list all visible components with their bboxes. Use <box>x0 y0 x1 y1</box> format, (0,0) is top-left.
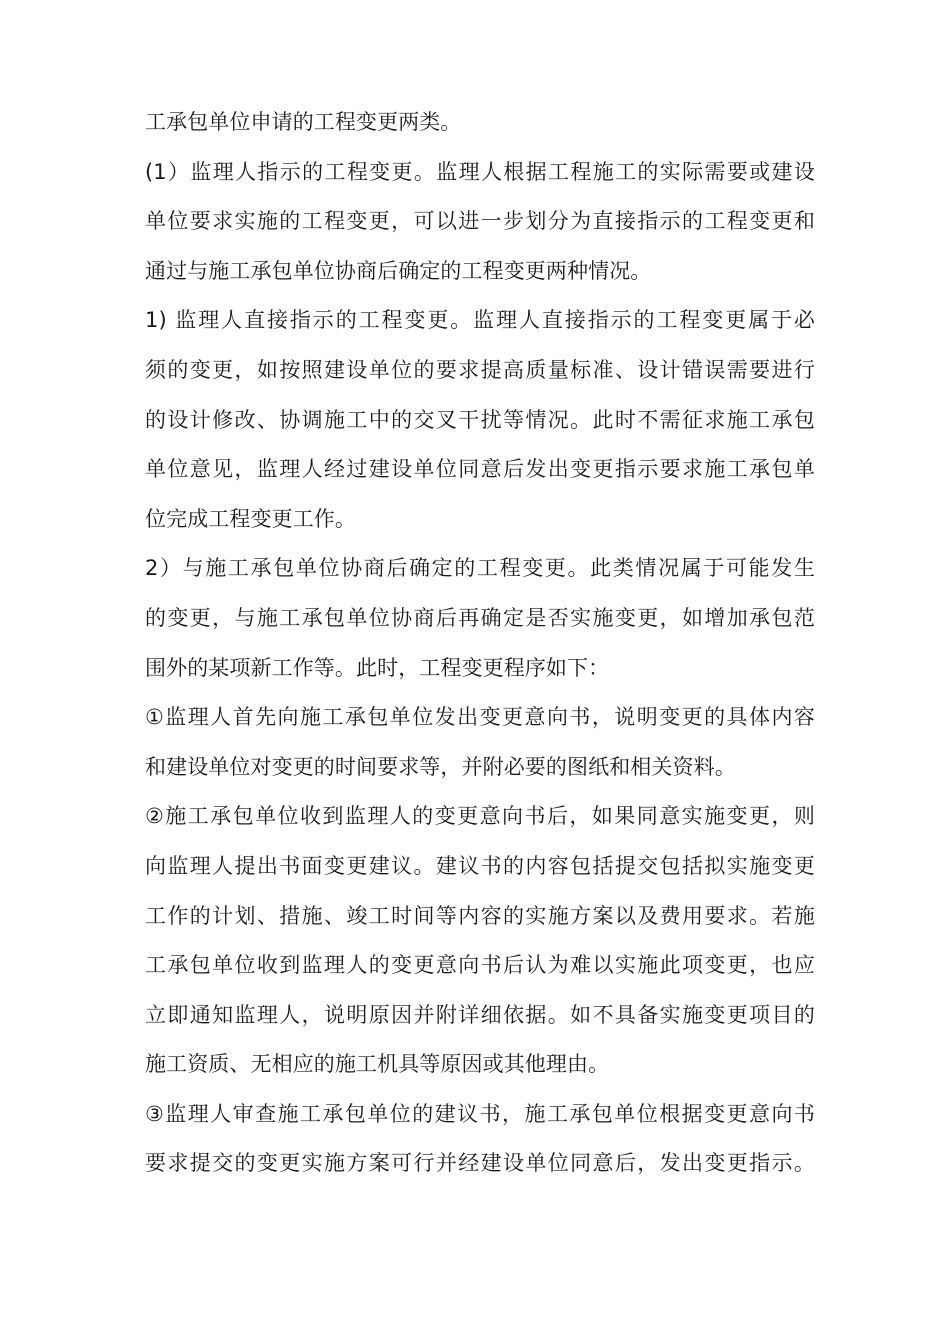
text-line: ①监理人首先向施工承包单位发出变更意向书，说明变更的具体内容 <box>145 705 815 730</box>
text-line: 1) 监理人直接指示的工程变更。监理人直接指示的工程变更属于必 <box>145 308 815 333</box>
text-line: 向监理人提出书面变更建议。建议书的内容包括提交包括拟实施变更 <box>145 853 815 878</box>
text-line: 工承包单位申请的工程变更两类。 <box>145 110 462 134</box>
text-line: 要求提交的变更实施方案可行并经建设单位同意后，发出变更指示。 <box>145 1151 815 1176</box>
text-line: 工作的计划、措施、竣工时间等内容的实施方案以及费用要求。若施 <box>145 903 815 928</box>
text-line: 和建设单位对变更的时间要求等，并附必要的图纸和相关资料。 <box>145 754 736 779</box>
text-line: 的设计修改、协调施工中的交叉干扰等情况。此时不需征求施工承包 <box>145 407 815 432</box>
text-line: 单位要求实施的工程变更，可以进一步划分为直接指示的工程变更和 <box>145 209 815 234</box>
text-line: 通过与施工承包单位协商后确定的工程变更两种情况。 <box>145 258 652 283</box>
text-line: 单位意见，监理人经过建设单位同意后发出变更指示要求施工承包单 <box>145 457 815 482</box>
text-line: 围外的某项新工作等。此时，工程变更程序如下： <box>145 655 610 680</box>
document-body <box>145 98 815 1189</box>
text-line: 立即通知监理人，说明原因并附详细依据。如不具备实施变更项目的 <box>145 1002 815 1027</box>
text-line: 施工资质、无相应的施工机具等原因或其他理由。 <box>145 1052 610 1077</box>
text-line: 工承包单位收到监理人的变更意向书后认为难以实施此项变更，也应 <box>145 953 815 978</box>
text-line: 的变更，与施工承包单位协商后再确定是否实施变更，如增加承包范 <box>145 605 815 630</box>
text-line: 须的变更，如按照建设单位的要求提高质量标准、设计错误需要进行 <box>145 357 815 382</box>
text-line: ②施工承包单位收到监理人的变更意向书后，如果同意实施变更，则 <box>145 804 815 829</box>
text-line: 2）与施工承包单位协商后确定的工程变更。此类情况属于可能发生 <box>145 556 815 581</box>
text-line: 位完成工程变更工作。 <box>145 506 356 531</box>
text-line: (1）监理人指示的工程变更。监理人根据工程施工的实际需要或建设 <box>145 159 815 184</box>
text-line: ③监理人审查施工承包单位的建议书，施工承包单位根据变更意向书 <box>145 1101 815 1126</box>
